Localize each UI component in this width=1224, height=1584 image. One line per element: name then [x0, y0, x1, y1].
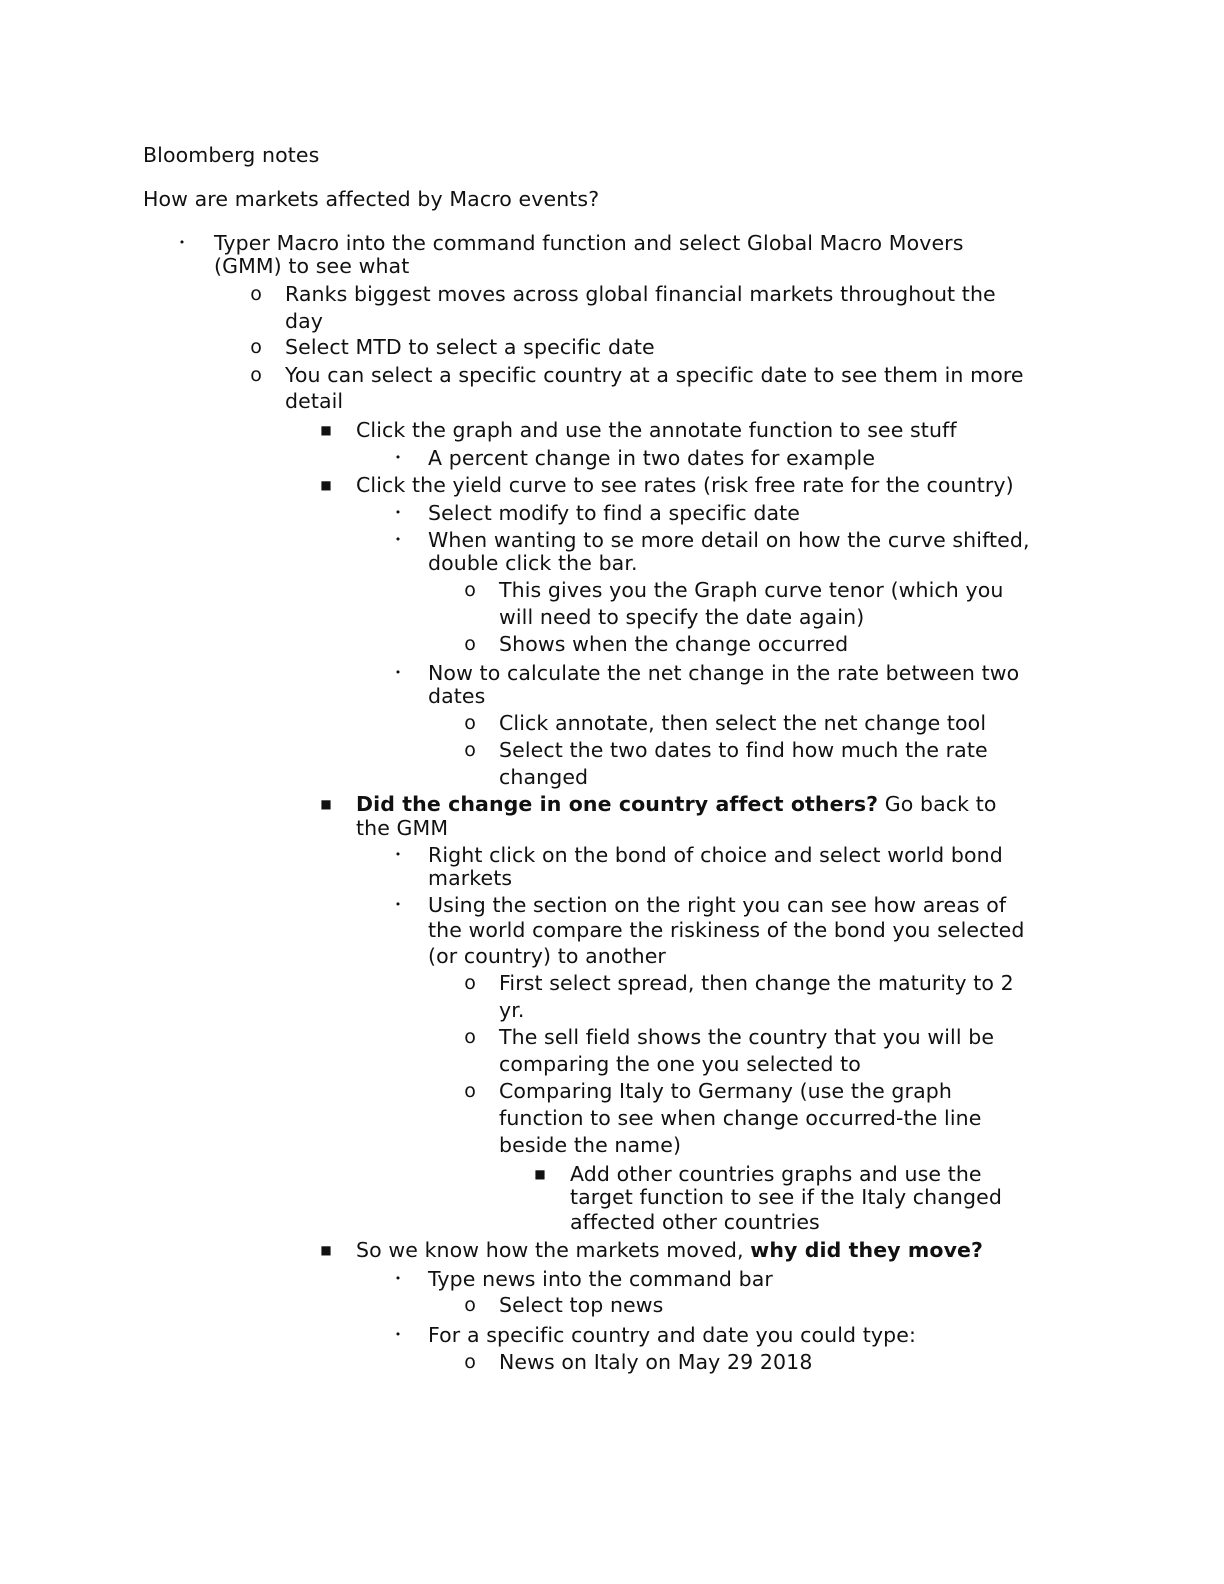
list-item-text: Using the section on the right you can see how areas of [428, 893, 1007, 917]
list-item-text: Type news into the command bar [428, 1267, 773, 1291]
bullet-circle: o [464, 1351, 476, 1373]
list-item-text: changed [499, 765, 589, 789]
list-item-text: day [285, 309, 324, 333]
list-item-text: will need to specify the date again) [499, 605, 865, 629]
list-item-text: Typer Macro into the command function and select Global Macro Movers [214, 231, 964, 255]
list-item-text: Select the two dates to find how much the rate [499, 738, 988, 762]
list-item-text: The sell field shows the country that you will be [499, 1025, 995, 1049]
bullet-circle: o [464, 972, 476, 994]
list-item-text: When wanting to se more detail on how the curve shifted, [428, 528, 1030, 552]
list-item-text: (GMM) to see what [214, 254, 410, 278]
list-item-text: Select top news [499, 1293, 664, 1317]
list-item-text: Now to calculate the net change in the rate between two [428, 661, 1020, 685]
list-item-text: Click the yield curve to see rates (risk free rate for the country) [356, 473, 1014, 497]
bullet-square: ■ [320, 423, 332, 437]
list-item-text [356, 792, 997, 816]
list-item-text: For a specific country and date you could type: [428, 1323, 916, 1347]
list-item-text: double click the bar. [428, 551, 638, 575]
bullet-square: ■ [320, 797, 332, 811]
bullet-circle: o [464, 633, 476, 655]
list-item-text: This gives you the Graph curve tenor (which you [499, 578, 1004, 602]
list-item-text: yr. [499, 998, 525, 1022]
list-item-text: beside the name) [499, 1133, 682, 1157]
list-item-text: detail [285, 389, 344, 413]
list-item-text: A percent change in two dates for example [428, 446, 876, 470]
list-item-text: Click annotate, then select the net change tool [499, 711, 987, 735]
list-item-text: News on Italy on May 29 2018 [499, 1350, 813, 1374]
bullet-dot: • [394, 1272, 402, 1285]
list-item-text: Click the graph and use the annotate function to see stuff [356, 418, 957, 442]
list-item-text: affected other countries [570, 1210, 820, 1234]
bullet-circle: o [464, 579, 476, 601]
bullet-dot: • [394, 848, 402, 861]
list-item-text: the GMM [356, 816, 449, 840]
list-item-text: Add other countries graphs and use the [570, 1162, 982, 1186]
bold-question: why did they move? [750, 1238, 984, 1262]
list-item-text: target function to see if the Italy changed [570, 1185, 1002, 1209]
list-item-text: dates [428, 684, 486, 708]
bullet-dot: • [394, 898, 402, 911]
list-item-text-rest: So we know how the markets moved, [356, 1238, 751, 1262]
bullet-circle: o [250, 364, 262, 386]
list-item-text: Right click on the bond of choice and select world bond [428, 843, 1003, 867]
bullet-circle: o [250, 283, 262, 305]
list-item-text [356, 1238, 983, 1262]
list-item-text-rest: Go back to [878, 792, 997, 816]
list-item-text: First select spread, then change the maturity to 2 [499, 971, 1014, 995]
list-item-text: Select modify to find a specific date [428, 501, 800, 525]
bullet-circle: o [464, 1080, 476, 1102]
bullet-circle: o [250, 336, 262, 358]
bullet-dot: • [178, 236, 186, 249]
bullet-dot: • [394, 506, 402, 519]
list-item-text: markets [428, 866, 513, 890]
list-item-text: the world compare the riskiness of the bond you selected [428, 918, 1025, 942]
bullet-square: ■ [534, 1167, 546, 1181]
list-item-text: Comparing Italy to Germany (use the graph [499, 1079, 952, 1103]
bullet-circle: o [464, 1026, 476, 1048]
bold-question: Did the change in one country affect others? [356, 792, 879, 816]
bullet-dot: • [394, 533, 402, 546]
list-item-text: comparing the one you selected to [499, 1052, 861, 1076]
bullet-dot: • [394, 1328, 402, 1341]
bullet-dot: • [394, 451, 402, 464]
list-item-text: Ranks biggest moves across global financial markets throughout the [285, 282, 996, 306]
list-item-text: You can select a specific country at a specific date to see them in more [285, 363, 1024, 387]
list-item-text: Select MTD to select a specific date [285, 335, 655, 359]
bullet-circle: o [464, 739, 476, 761]
bullet-circle: o [464, 712, 476, 734]
bullet-circle: o [464, 1294, 476, 1316]
document-question: How are markets affected by Macro events? [143, 187, 600, 211]
list-item-text: function to see when change occurred-the line [499, 1106, 982, 1130]
bullet-square: ■ [320, 478, 332, 492]
list-item-text: (or country) to another [428, 944, 666, 968]
list-item-text: Shows when the change occurred [499, 632, 849, 656]
bullet-square: ■ [320, 1243, 332, 1257]
bullet-dot: • [394, 666, 402, 679]
document-title: Bloomberg notes [143, 143, 320, 167]
